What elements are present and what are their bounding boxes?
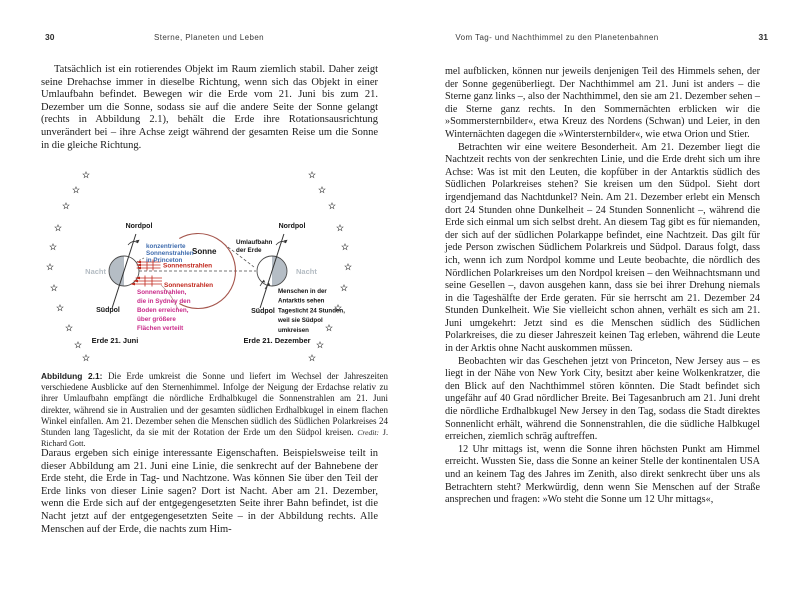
svg-text:Tageslicht 24 Stunden,: Tageslicht 24 Stunden, [278,307,345,315]
svg-text:Sonnenstrahlen: Sonnenstrahlen [146,250,194,257]
night-label-june: Nacht [85,267,106,276]
svg-text:Menschen in der: Menschen in der [278,288,327,295]
sun-rays-label-lower: Sonnenstrahlen [164,282,214,289]
svg-text:Umlaufbahn: Umlaufbahn [236,239,273,246]
paragraph: Betrachten wir eine weitere Besonderheit. Am 21. Dezember liegt die Nachtzeit rechts von der senkrechten Linie, und die Erde dreht sich um ihre Achse: Was ist mit den Leuten, die kopfüber in der Antarktis südlich des Südlichen Polarkreises stehen? Sie kreisen um den Südpol. Sieht dort irgendjemand das Nachtdunkel? Nein. Am 21. Dezember erlebt ein Mensch dort 24 Stunden ohne Dunkelheit – 24 Stunden Sonnenlicht –, während die Erde sich einmal um sich selbst dreht. An diesem Tag gibt es für niemanden, der sich auf der südlichen Polarkappe befindet, eine Nachtzeit. Das gilt für jede Person zwischen Südlichem Polarkreis und Südpol. Daraus folgt, dass ich, wenn ich zum Nordpol komme und Leute beobachte, die nördlich des Nördlichen Polarkreises um den Nordpol kreisen – den Weihnachtsmann und seine Gesellen –, davon ausgehen kann, dass sie bei ihrer Drehung niemals in die Tageshälfte der Erde geraten. Für sie herrscht am 21. Dezember 24 Stunden Dunkelheit. Wie Sie vielleicht schon ahnen, verhält es sich am 21. Juni umgekehrt: Jetzt sind es die Menschen südlich des Südlichen Polarkreises, die zu dieser Jahreszeit keinen Tag erleben, während die Leute in der Arktis ohne Nacht auskommen müssen. [445,141,760,355]
princeton-label [146,243,194,264]
sydney-label [137,289,191,332]
page-number-left: 30 [45,32,55,42]
night-label-december: Nacht [296,267,317,276]
running-head-left: Sterne, Planeten und Leben [153,33,265,42]
credit-label: Credit: [357,428,379,438]
earth-december-label: Erde 21. Dezember [243,336,311,345]
figure-2-1 [40,170,390,369]
south-pole-label-june: Südpol [96,307,120,314]
svg-text:über größere: über größere [137,316,176,323]
paragraph: 12 Uhr mittags ist, wenn die Sonne ihren höchsten Punkt am Himmel erreicht. Wussten Sie, dass die Sonne an keiner Stelle der kontinentalen USA und an keinem Tag des Jahres im Zenith, also direkt senkrecht über uns als Betrachtern steht? Merkwürdig, denn wenn Sie Menschen auf der Straße ansprechen und fragen: »Wo steht die Sonne um 12 Uhr mittags«, [445,443,760,506]
svg-text:in Princeton: in Princeton [146,257,183,264]
left-page-paragraph-2 [41,448,378,536]
left-page-paragraph-1 [41,64,378,152]
svg-text:Sonnenstrahlen,: Sonnenstrahlen, [137,289,187,296]
earth-june [109,234,140,308]
right-page-column [445,66,760,507]
orbit-label [236,239,273,254]
paragraph: mel aufblicken, können nur jeweils denjenigen Teil des Himmels sehen, der der Sonne gegenüberliegt. Der Nachthimmel am 21. Juni ist anders – die Sterne ganz links –, also der Nachthimmel, den sie am 21. Dezember sehen – die Sterne ganz rechts. In den Sommernächten erblicken wir die »Sommersternbilder«, etwa Kreuz des Nordens (Schwan) und Leier, in den Winternächten dagegen die »Wintersternbilder«, wie etwa Orion und Stier. [445,66,760,140]
orbit-diagram [40,170,390,364]
svg-text:weil sie Südpol: weil sie Südpol [278,317,323,325]
page-number-right: 31 [758,32,768,42]
north-pole-label-december: Nordpol [278,223,306,230]
north-pole-label-june: Nordpol [125,223,153,230]
svg-text:umkreisen: umkreisen [278,326,309,334]
paragraph: Beobachten wir das Geschehen jetzt von Princeton, New Jersey aus – es liegt in der Nähe von New York City, besitzt aber keine Wolkenkratzer, die den Blick auf den Nachthimmel stören könnten. Die Stadt befindet sich ungefähr auf 40 Grad nördlicher Breite. Bei Tagesanbruch am 21. Juni dreht die nördliche Erdhalbkugel New Jersey in den Tag, sodass die Stadt direktes Sonnenlicht erhält, während die Sonnenstrahlen, die die südliche Halbkugel erreichen, ziemlich schräg auftreffen. [445,355,760,443]
svg-text:Boden erreichen,: Boden erreichen, [137,307,189,314]
svg-text:konzentrierte: konzentrierte [146,243,186,250]
stars-left-icon [47,172,89,361]
paragraph: Tatsächlich ist ein rotierendes Objekt im Raum ziemlich stabil. Daher zeigt seine Drehachse immer in dieselbe Richtung, wenn sich das Objekt in einer Umlaufbahn befindet. Bewegen wir die Erde vom 21. Juni bis zum 21. Dezember um die Sonne, sodass sie auf die andere Seite der Sonne gelangt (rechts in Abbildung 2.1), behält die Erde ihre Rotationsausrichtung unverändert bei – ihre Achse zeigt während der gesamten Reise um die Sonne in die gleiche Richtung. [41,64,378,151]
caption-label: Abbildung 2.1: [41,371,103,381]
credit-name: J. Richard Gott. [41,428,388,449]
svg-text:Antarktis sehen: Antarktis sehen [278,297,325,305]
earth-june-label: Erde 21. Juni [91,336,139,345]
sun-rays-label-upper: Sonnenstrahlen [163,262,213,270]
svg-text:der Erde: der Erde [236,247,262,254]
svg-text:die in Sydney den: die in Sydney den [137,298,191,305]
paragraph: Daraus ergeben sich einige interessante Eigenschaften. Beispielsweise teilt in dieser Abbildung am 21. Juni eine Linie, die senkrecht auf der Bahnebene der Erde steht, die Erde in Tag- und Nachtzone. Was können Sie über den Teil der Erde links von dieser Linie sagen? Dort ist Nacht. Aber am 21. Dezember, wenn die Erde sich auf der entgegengesetzten Seite ihrer Bahn befindet, ist die Nacht jetzt auf der entgegengesetzten Seite – in der Abbildung rechts. Alle Menschen auf der Erde, die nachts zum Him- [41,448,378,535]
south-pole-label-december: Südpol [251,308,275,315]
running-head-right: Vom Tag- und Nachthimmel zu den Planetenbahnen [455,33,659,42]
figure-caption [41,371,388,449]
caption-text: Die Erde umkreist die Sonne und liefert im Wechsel der Jahreszeiten verschiedene Ausblicke auf den Sternenhimmel. Infolge der Neigung der Erdachse relativ zu ihrer Umlaufbahn empfängt die nördliche Erdhalbkugel die Sonnenstrahlen am 21. Juni direkter, während sie in Australien und der gesamten südlichen Erdhalbkugel in einem flachen Winkel einfallen. Am 21. Dezember sehen die Menschen südlich des Südlichen Polarkreises 24 Stunden lang Tageslicht, da sie mit der Rotation der Erde um den Südpol kreisen. [41,371,389,438]
antarctica-note [277,288,345,334]
svg-text:Flächen verteilt: Flächen verteilt [137,325,184,332]
sun-label: Sonne [192,247,217,256]
